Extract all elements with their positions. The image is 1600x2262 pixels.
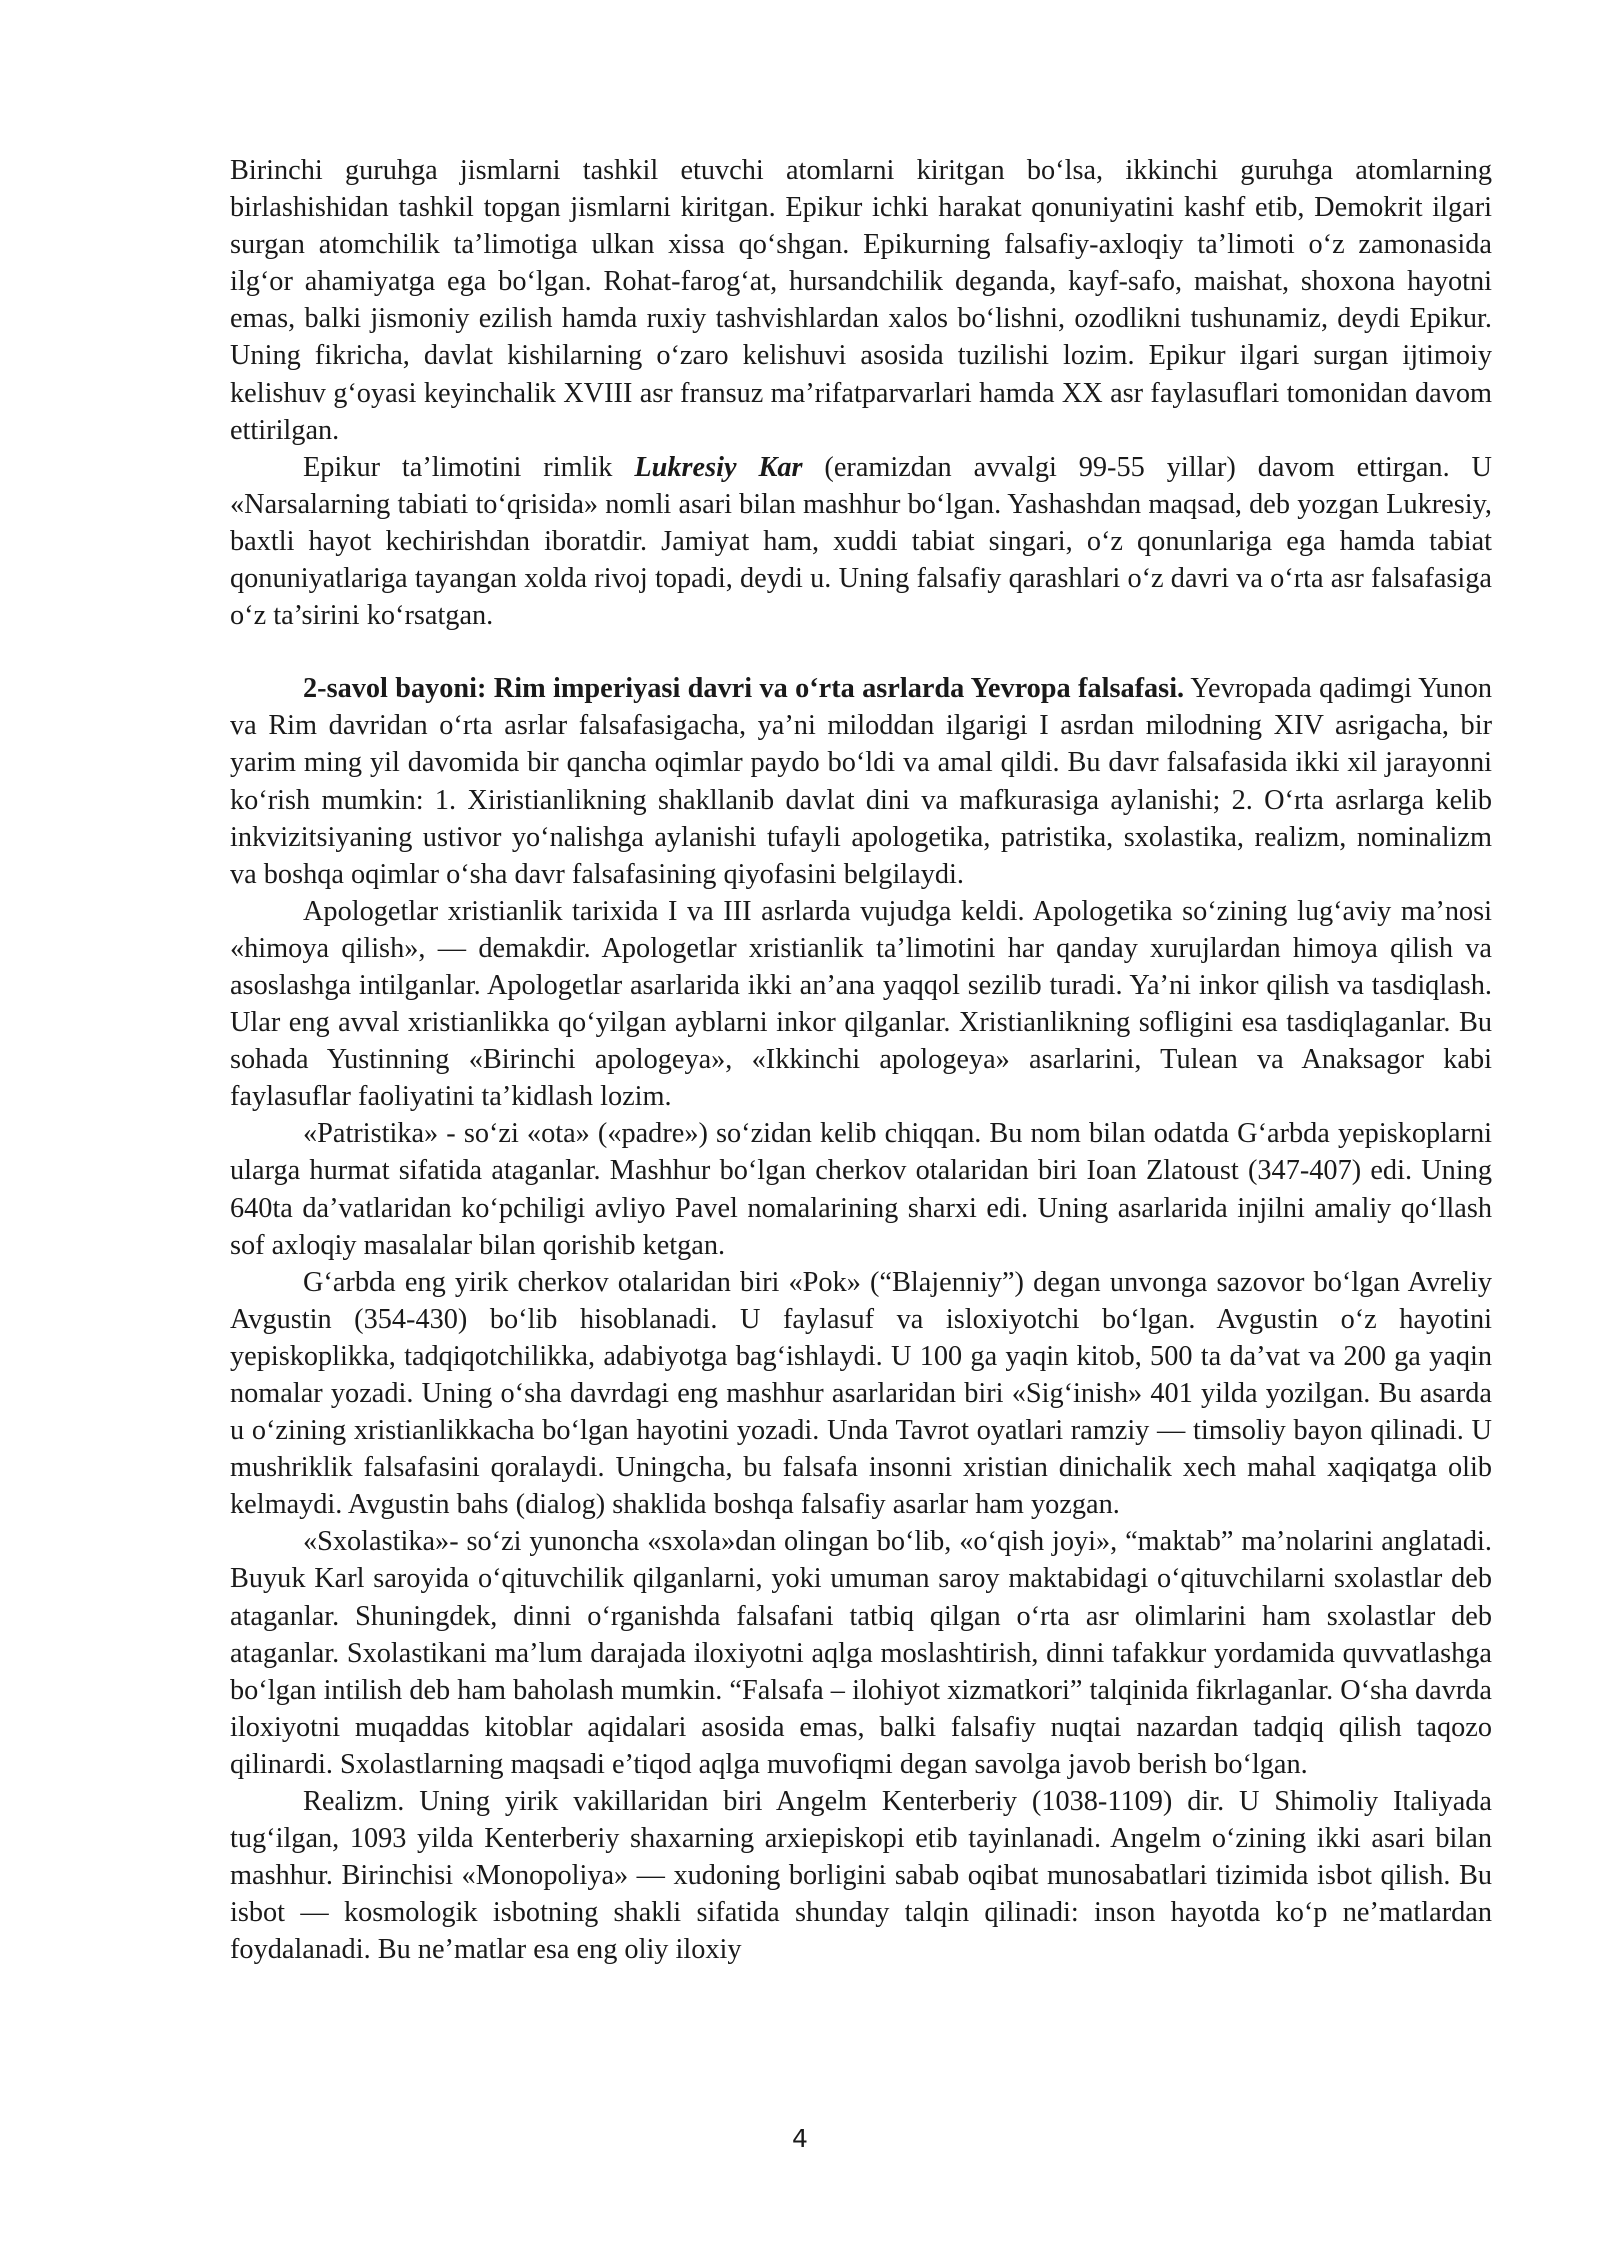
paragraph-patristics: «Patristika» - so‘zi «ota» («padre») so‘zidan kelib chiqqan. Bu nom bilan odatda G‘arbda yepiskoplarni ularga hurmat sifatida ataganlar. Mashhur bo‘lgan cherkov otalaridan biri Ioan Zlatoust (347-407) edi. Uning 640ta da’vatlaridan ko‘pchiligi avliyo Pavel nomalarining sharxi edi. Uning asarlarida injilni amaliy qo‘llash sof axloqiy masalalar bilan qorishib ketgan. xyxy=(230,1118,1492,1261)
page-number: 4 xyxy=(792,2124,808,2153)
paragraph-realism: Realizm. Uning yirik vakillaridan biri Angelm Kenterberiy (1038-1109) dir. U Shimoliy Italiyada tug‘ilgan, 1093 yilda Kenterberiy shaxarning arxiepiskopi etib tayinlanadi. Angelm o‘zining ikki asari bilan mashhur. Birinchisi «Monopoliya» — xudoning borligini sabab oqibat munosabatlari tizimida isbot qilish. Bu isbot — kosmologik isbotning shakli sifatida shunday talqin qilinadi: inson hayotda ko‘p ne’matlardan foydalanadi. Bu ne’matlar esa eng oliy iloxiy xyxy=(230,1786,1492,1966)
paragraph-epikur-atomism: Birinchi guruhga jismlarni tashkil etuvchi atomlarni kiritgan bo‘lsa, ikkinchi guruhga atomlarning birlashishidan tashkil topgan jismlarni kiritgan. Epikur ichki harakat qonuniyatini kashf etib, Demokrit ilgari surgan atomchilik ta’limotiga ulkan xissa qo‘shgan. Epikurning falsafiy-axloqiy ta’limoti o‘z zamonasida ilg‘or ahamiyatga ega bo‘lgan. Rohat-farog‘at, hursandchilik deganda, kayf-safo, maishat, shoxona hayotni emas, balki jismoniy ezilish hamda ruxiy tashvishlardan xalos bo‘lishni, ozodlikni tushunamiz, deydi Epikur. Uning fikricha, davlat kishilarning o‘zaro kelishuvi asosida tuzilishi lozim. Epikur ilgari surgan ijtimoiy kelishuv g‘oyasi keyinchalik XVIII asr fransuz ma’rifatparvarlari hamda XX asr faylasuflari tomonidan davom ettirilgan. xyxy=(230,155,1492,446)
paragraph-question-2 xyxy=(230,670,1492,893)
paragraph-lukresiy-kar xyxy=(230,449,1492,634)
section-heading: 2-savol bayoni: Rim imperiyasi davri va o‘rta asrlarda Yevropa falsafasi. xyxy=(303,673,1185,705)
paragraph-text: Epikur ta’limotini rimlik xyxy=(303,451,635,483)
document-body xyxy=(230,152,1492,1969)
paragraph-apologetics: Apologetlar xristianlik tarixida I va III asrlarda vujudga keldi. Apologetika so‘zining lug‘aviy ma’nosi «himoya qilish», — demakdir. Apologetlar xristianlik ta’limotini har qanday xurujlardan himoya qilish va asoslashga intilganlar. Apologetlar asarlarida ikki an’ana yaqqol sezilib turadi. Ya’ni inkor qilish va tasdiqlash. Ular eng avval xristianlikka qo‘yilgan ayblarni inkor qilganlar. Xristianlikning sofligini esa tasdiqlaganlar. Bu sohada Yustinning «Birinchi apologeya», «Ikkinchi apologeya» asarlarini, Tulean va Anaksagor kabi faylasuflar faoliyatini ta’kidlash lozim. xyxy=(230,895,1492,1113)
paragraph-augustine: G‘arbda eng yirik cherkov otalaridan biri «Pok» (“Blajenniy”) degan unvonga sazovor bo‘lgan Avreliy Avgustin (354-430) bo‘lib hisoblanadi. U faylasuf va isloxiyotchi bo‘lgan. Avgustin o‘z hayotini yepiskoplikka, tadqiqotchilikka, adabiyotga bag‘ishlaydi. U 100 ga yaqin kitob, 500 ta da’vat va 200 ga yaqin nomalar yozadi. Uning o‘sha davrdagi eng mashhur asarlaridan biri «Sig‘inish» 401 yilda yozilgan. Bu asarda u o‘zining xristianlikkacha bo‘lgan hayotini yozadi. Unda Tavrot oyatlari ramziy — timsoliy bayon qilinadi. U mushriklik falsafasini qoralaydi. Uningcha, bu falsafa insonni xristian dinichalik xech mahal xaqiqatga olib kelmaydi. Avgustin bahs (dialog) shaklida boshqa falsafiy asarlar ham yozgan. xyxy=(230,1266,1492,1521)
emphasized-name: Lukresiy Kar xyxy=(634,451,803,483)
paragraph-scholasticism: «Sxolastika»- so‘zi yunoncha «sxola»dan olingan bo‘lib, «o‘qish joyi», “maktab” ma’nolarini anglatadi. Buyuk Karl saroyida o‘qituvchilik qilganlarni, yoki umuman saroy maktabidagi o‘qituvchilarni sxolastlar deb ataganlar. Shuningdek, dinni o‘rganishda falsafani tatbiq qilgan o‘rta asr olimlarini ham sxolastlar deb ataganlar. Sxolastikani ma’lum darajada iloxiyotni aqlga moslashtirish, dinni tafakkur yordamida quvvatlashga bo‘lgan intilish deb ham baholash mumkin. “Falsafa – ilohiyot xizmatkori” talqinida fikrlaganlar. O‘sha davrda iloxiyotni muqaddas kitoblar aqidalari asosida emas, balki falsafiy nuqtai nazardan tadqiq qilish taqozo qilinardi. Sxolastlarning maqsadi e’tiqod aqlga muvofiqmi degan savolga javob berish bo‘lgan. xyxy=(230,1526,1492,1780)
paragraph-text: (eramizdan avvalgi 99-55 yillar) davom ettirgan. U «Narsalarning tabiati to‘qrisida» nomli asari bilan mashhur bo‘lgan. Yashashdan maqsad, deb yozgan Lukresiy, baxtli hayot kechirishdan iboratdir. Jamiyat ham, xuddi tabiat singari, o‘z qonunlariga ega hamda tabiat qonuniyatlariga tayangan xolda rivoj topadi, deydi u. Uning falsafiy qarashlari o‘z davri va o‘rta asr falsafasiga o‘z ta’sirini ko‘rsatgan. xyxy=(230,451,1492,632)
paragraph-text: Yevropada qadimgi Yunon va Rim davridan o‘rta asrlar falsafasigacha, ya’ni miloddan ilgarigi I asrdan milodning XIV asrigacha, bir yarim ming yil davomida bir qancha oqimlar paydo bo‘ldi va amal qildi. Bu davr falsafasida ikki xil jarayonni ko‘rish mumkin: 1. Xiristianlikning shakllanib davlat dini va mafkurasiga aylanishi; 2. O‘rta asrlarga kelib inkvizitsiyaning ustivor yo‘nalishga aylanishi tufayli apologetika, patristika, sxolastika, realizm, nominalizm va boshqa oqimlar o‘sha davr falsafasining qiyofasini belgilaydi. xyxy=(230,673,1492,890)
